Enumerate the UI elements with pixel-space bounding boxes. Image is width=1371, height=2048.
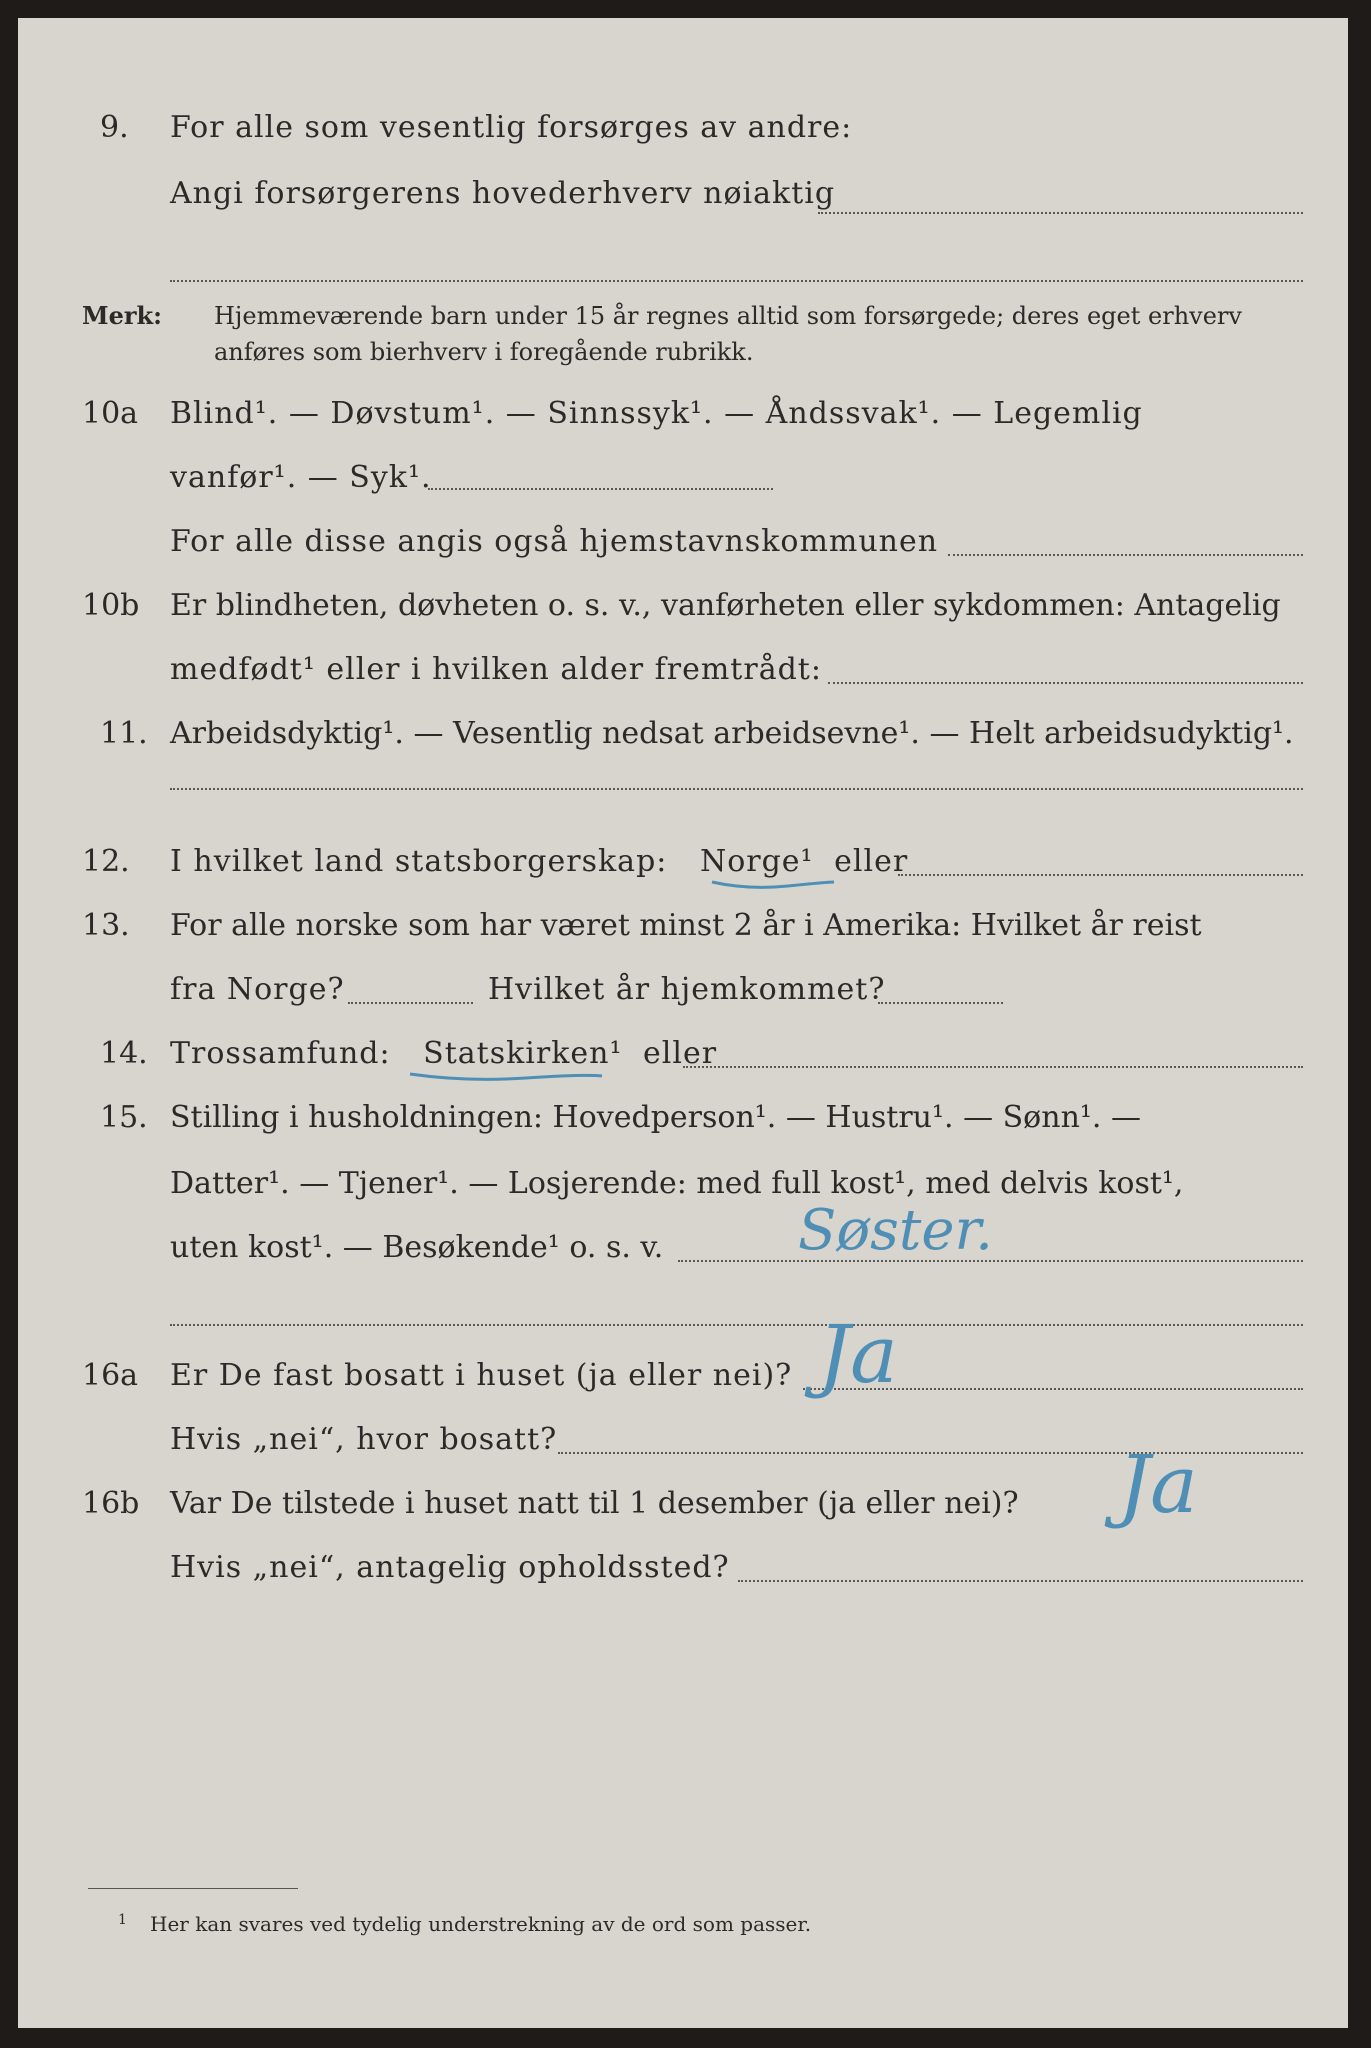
q12-line	[170, 844, 908, 880]
q14-choice-statskirken[interactable]: Statskirken¹	[423, 1036, 623, 1071]
q16b-line2: Hvis „nei“, antagelig opholdssted?	[170, 1550, 730, 1585]
q15-number: 15.	[100, 1100, 148, 1135]
q16b-opholdssted-answer-line[interactable]	[738, 1580, 1303, 1582]
q16a-handwritten-answer: Ja	[818, 1308, 898, 1401]
q14-line	[170, 1036, 717, 1072]
q12-number: 12.	[82, 844, 130, 879]
q10b-answer-line[interactable]	[828, 682, 1303, 684]
q13-number: 13.	[82, 908, 130, 943]
q14-number: 14.	[100, 1036, 148, 1071]
q13-line2a: fra Norge?	[170, 972, 345, 1007]
q13-reist-answer-line[interactable]	[348, 1002, 473, 1004]
footnote-rule	[88, 1888, 298, 1889]
q16a-line1: Er De fast bosatt i huset (ja eller nei)?	[170, 1358, 793, 1393]
q9-line2: Angi forsørgerens hovederhverv nøiaktig	[170, 176, 836, 211]
q16b-number: 16b	[82, 1486, 140, 1521]
census-form-page	[18, 18, 1348, 2028]
merk-label: Merk:	[82, 301, 162, 330]
q15-answer-line-2[interactable]	[170, 1324, 1303, 1326]
q10a-hjemstavn-answer-line[interactable]	[948, 554, 1303, 556]
q12-answer-line[interactable]	[898, 874, 1303, 876]
q14-prefix: Trossamfund:	[170, 1036, 391, 1071]
q16b-handwritten-answer: Ja	[1118, 1438, 1198, 1531]
q16a-number: 16a	[82, 1358, 139, 1393]
q9-answer-line-2[interactable]	[170, 280, 1303, 282]
q12-suffix: eller	[834, 844, 909, 879]
q10b-line1: Er blindheten, døvheten o. s. v., vanførheten eller sykdommen: Antagelig	[170, 588, 1281, 623]
footnote-text: Her kan svares ved tydelig understrekning av de ord som passer.	[150, 1912, 812, 1936]
q12-underline-mark	[708, 876, 838, 892]
q15-line3: uten kost¹. — Besøkende¹ o. s. v.	[170, 1230, 664, 1265]
footnote-mark: 1	[118, 1912, 127, 1928]
q10a-line1: Blind¹. — Døvstum¹. — Sinnssyk¹. — Åndssvak¹. — Legemlig	[170, 396, 1143, 431]
q15-handwritten-answer: Søster.	[798, 1198, 993, 1263]
q15-line2: Datter¹. — Tjener¹. — Losjerende: med full kost¹, med delvis kost¹,	[170, 1166, 1184, 1201]
q14-underline-mark	[406, 1068, 606, 1084]
q12-prefix: I hvilket land statsborgerskap:	[170, 844, 668, 879]
q11-answer-line[interactable]	[170, 788, 1303, 790]
q13-line2b: Hvilket år hjemkommet?	[488, 972, 886, 1007]
q13-hjemkommet-answer-line[interactable]	[878, 1002, 1003, 1004]
q9-line1: For alle som vesentlig forsørges av andre:	[170, 110, 853, 145]
q13-line1: For alle norske som har været minst 2 år i Amerika: Hvilket år reist	[170, 908, 1202, 943]
q16a-line2: Hvis „nei“, hvor bosatt?	[170, 1422, 558, 1457]
q12-choice-norge[interactable]: Norge¹	[699, 844, 814, 879]
q10b-number: 10b	[82, 588, 140, 623]
q10a-syk-answer-line[interactable]	[428, 488, 773, 490]
q15-line1: Stilling i husholdningen: Hovedperson¹. — Hustru¹. — Sønn¹. —	[170, 1100, 1141, 1135]
q10a-line3: For alle disse angis også hjemstavnskommunen	[170, 524, 939, 559]
q14-suffix: eller	[643, 1036, 718, 1071]
q10a-line2: vanfør¹. — Syk¹.	[170, 460, 432, 495]
q10a-number: 10a	[82, 396, 139, 431]
q16b-line1: Var De tilstede i huset natt til 1 desember (ja eller nei)?	[170, 1486, 1019, 1521]
merk-line1: Hjemmeværende barn under 15 år regnes alltid som forsørgede; deres eget erhverv	[214, 302, 1242, 330]
q11-number: 11.	[100, 716, 148, 751]
merk-line2: anføres som bierhverv i foregående rubrikk.	[214, 338, 754, 366]
q14-answer-line[interactable]	[683, 1066, 1303, 1068]
q9-answer-line[interactable]	[818, 212, 1303, 214]
q10b-line2: medfødt¹ eller i hvilken alder fremtrådt:	[170, 652, 822, 687]
q11-line1: Arbeidsdyktig¹. — Vesentlig nedsat arbeidsevne¹. — Helt arbeidsudyktig¹.	[170, 716, 1294, 751]
q9-number: 9.	[100, 110, 129, 145]
